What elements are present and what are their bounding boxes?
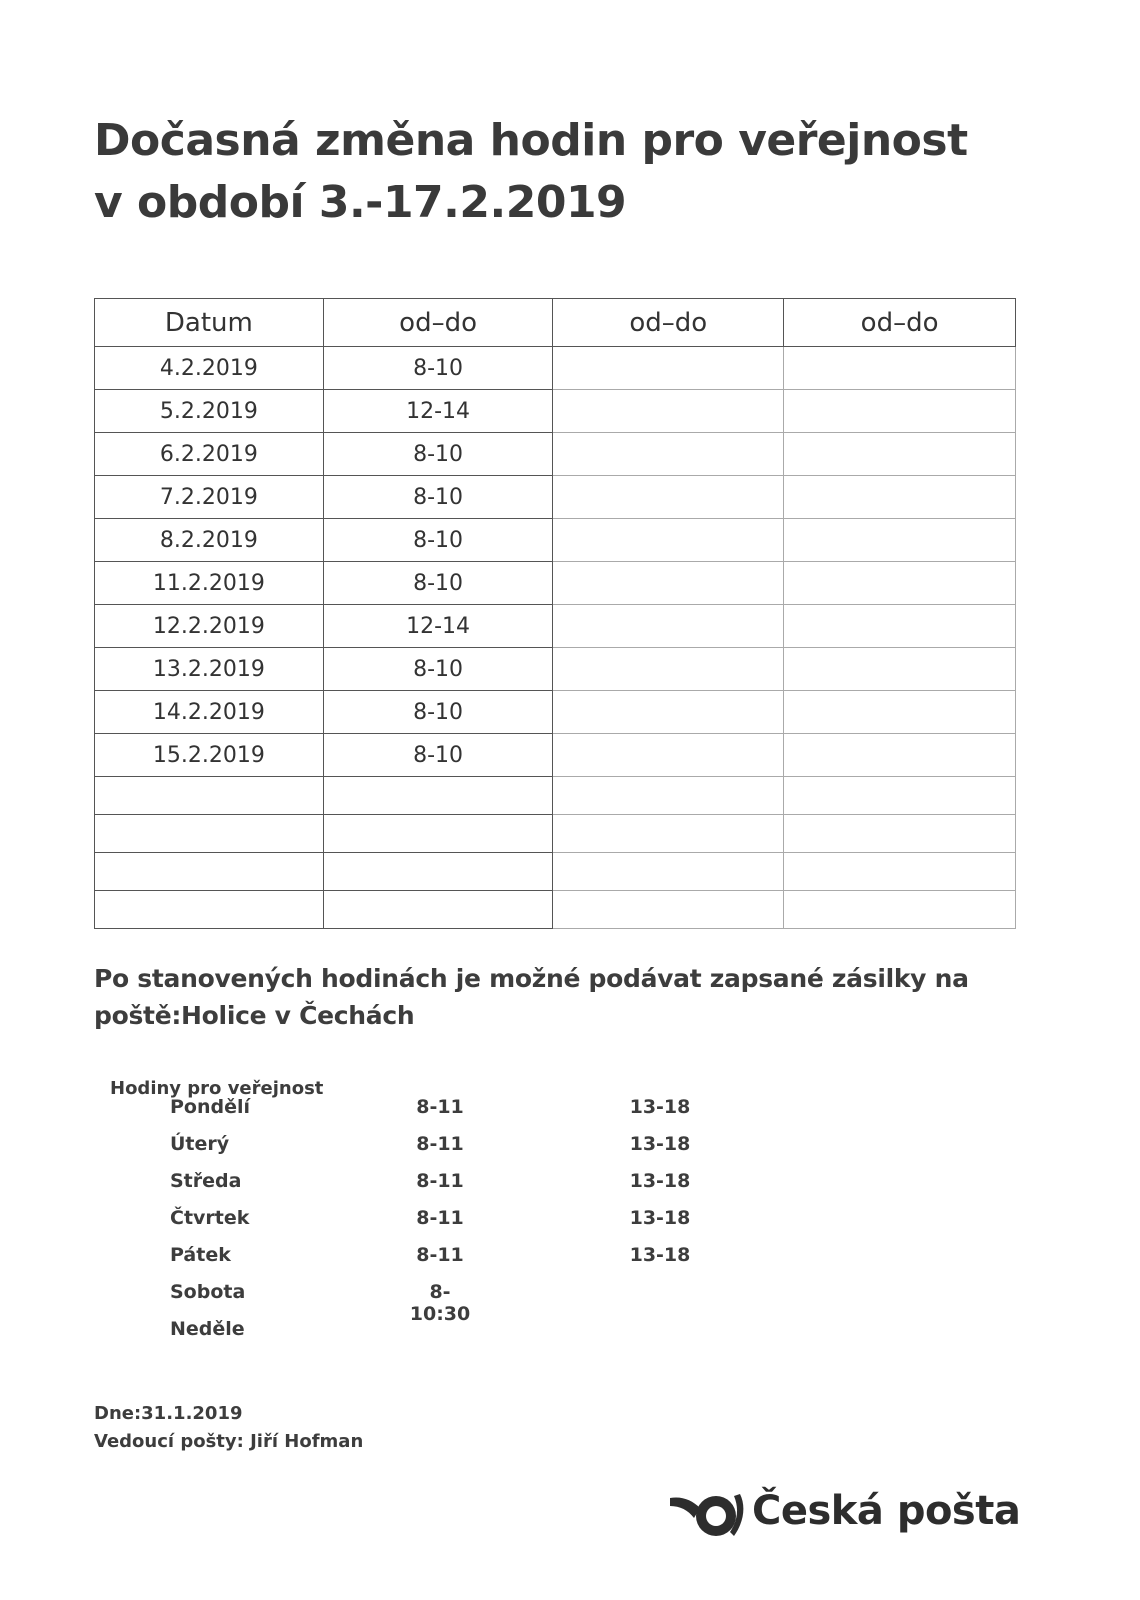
logo-text: Česká pošta: [752, 1488, 1021, 1534]
table-cell: [553, 347, 784, 390]
hours-t1: 8-11: [416, 1207, 464, 1229]
table-cell: 8-10: [323, 433, 553, 476]
table-cell: [95, 815, 324, 853]
table-body: [95, 347, 1016, 929]
table-cell: [553, 648, 784, 691]
table-cell: [553, 853, 784, 891]
table-cell: 6.2.2019: [95, 433, 324, 476]
hours-day: Úterý: [170, 1133, 230, 1155]
table-cell: [553, 891, 784, 929]
hours-t2: 13-18: [629, 1133, 691, 1155]
hours-t1: 8-11: [416, 1244, 464, 1266]
table-cell: 8-10: [323, 734, 553, 777]
table-cell: 13.2.2019: [95, 648, 324, 691]
table-cell: 8-10: [323, 347, 553, 390]
table-cell: [784, 605, 1016, 648]
table-cell: 5.2.2019: [95, 390, 324, 433]
hours-t2: 13-18: [629, 1207, 691, 1229]
table-cell: 8-10: [323, 648, 553, 691]
hours-day: Čtvrtek: [170, 1207, 250, 1229]
table-cell: [323, 815, 553, 853]
table-cell: 8-10: [323, 562, 553, 605]
hours-title: Hodiny pro veřejnost: [110, 1078, 324, 1099]
table-cell: [323, 777, 553, 815]
note-line-1: Po stanovených hodinách je možné podávat zapsané zásilky na: [94, 964, 969, 993]
table-row-empty: [95, 777, 1016, 815]
table-cell: [784, 476, 1016, 519]
table-cell: [553, 433, 784, 476]
table-row: [95, 562, 1016, 605]
hours-t2: 13-18: [629, 1096, 691, 1118]
header-datum: Datum: [95, 299, 324, 347]
table-cell: [784, 347, 1016, 390]
table-cell: 8.2.2019: [95, 519, 324, 562]
table-cell: [784, 519, 1016, 562]
table-cell: [553, 777, 784, 815]
schedule-table: [94, 298, 1016, 929]
hours-day: Sobota: [170, 1281, 246, 1303]
table-cell: [784, 777, 1016, 815]
hours-day: Středa: [170, 1170, 242, 1192]
table-cell: 8-10: [323, 519, 553, 562]
table-row: [95, 476, 1016, 519]
table-cell: [553, 562, 784, 605]
hours-t1: 8-11: [416, 1096, 464, 1118]
table-cell: [784, 815, 1016, 853]
table-cell: [553, 519, 784, 562]
table-cell: 12.2.2019: [95, 605, 324, 648]
table-cell: 15.2.2019: [95, 734, 324, 777]
table-row: [95, 605, 1016, 648]
note-text: [94, 960, 1054, 1034]
table-cell: [784, 734, 1016, 777]
page-title: [94, 110, 1074, 234]
table-cell: 12-14: [323, 390, 553, 433]
table-cell: [784, 648, 1016, 691]
table-cell: [323, 891, 553, 929]
hours-row: [0, 1133, 1140, 1163]
hours-t1: 8-11: [416, 1133, 464, 1155]
header-od-do-1: od–do: [323, 299, 553, 347]
table-cell: [95, 891, 324, 929]
table-cell: [553, 390, 784, 433]
hours-t2: 13-18: [629, 1244, 691, 1266]
table-cell: [784, 433, 1016, 476]
table-row: [95, 648, 1016, 691]
hours-row: [0, 1281, 1140, 1325]
table-row-empty: [95, 891, 1016, 929]
table-cell: [553, 605, 784, 648]
footer-date: Dne:31.1.2019: [94, 1403, 243, 1424]
table-row: [95, 347, 1016, 390]
table-cell: 8-10: [323, 691, 553, 734]
table-cell: [553, 691, 784, 734]
table-cell: [553, 734, 784, 777]
table-header-row: [95, 299, 1016, 347]
hours-row: [0, 1170, 1140, 1200]
table-cell: [784, 891, 1016, 929]
table-cell: [95, 853, 324, 891]
hours-row: [0, 1096, 1140, 1126]
hours-day: Neděle: [170, 1318, 245, 1340]
hours-row: [0, 1244, 1140, 1274]
table-row: [95, 691, 1016, 734]
table-row: [95, 519, 1016, 562]
table-cell: 4.2.2019: [95, 347, 324, 390]
hours-row: [0, 1207, 1140, 1237]
title-line-2: v období 3.-17.2.2019: [94, 177, 627, 228]
table-cell: [784, 691, 1016, 734]
post-horn-icon: [668, 1492, 752, 1542]
table-row-empty: [95, 853, 1016, 891]
footer: [94, 1400, 363, 1456]
hours-t1: 8-10:30: [409, 1281, 471, 1325]
table-cell: 8-10: [323, 476, 553, 519]
title-line-1: Dočasná změna hodin pro veřejnost: [94, 115, 968, 166]
header-od-do-3: od–do: [784, 299, 1016, 347]
table-cell: [553, 476, 784, 519]
table-row: [95, 734, 1016, 777]
table-cell: [95, 777, 324, 815]
table-row: [95, 433, 1016, 476]
table-cell: [784, 853, 1016, 891]
table-cell: [323, 853, 553, 891]
note-line-2: poště:Holice v Čechách: [94, 1001, 415, 1030]
table-cell: [784, 562, 1016, 605]
table-cell: 14.2.2019: [95, 691, 324, 734]
ceska-posta-logo: [668, 1486, 1021, 1546]
hours-day: Pondělí: [170, 1096, 251, 1118]
hours-t1: 8-11: [416, 1170, 464, 1192]
table-cell: [553, 815, 784, 853]
hours-day: Pátek: [170, 1244, 231, 1266]
table-row: [95, 390, 1016, 433]
table-cell: 7.2.2019: [95, 476, 324, 519]
footer-manager: Vedoucí pošty: Jiří Hofman: [94, 1431, 364, 1452]
hours-row: [0, 1318, 1140, 1348]
hours-t2: 13-18: [629, 1170, 691, 1192]
table-cell: 11.2.2019: [95, 562, 324, 605]
table-cell: 12-14: [323, 605, 553, 648]
header-od-do-2: od–do: [553, 299, 784, 347]
table-row-empty: [95, 815, 1016, 853]
table-cell: [784, 390, 1016, 433]
